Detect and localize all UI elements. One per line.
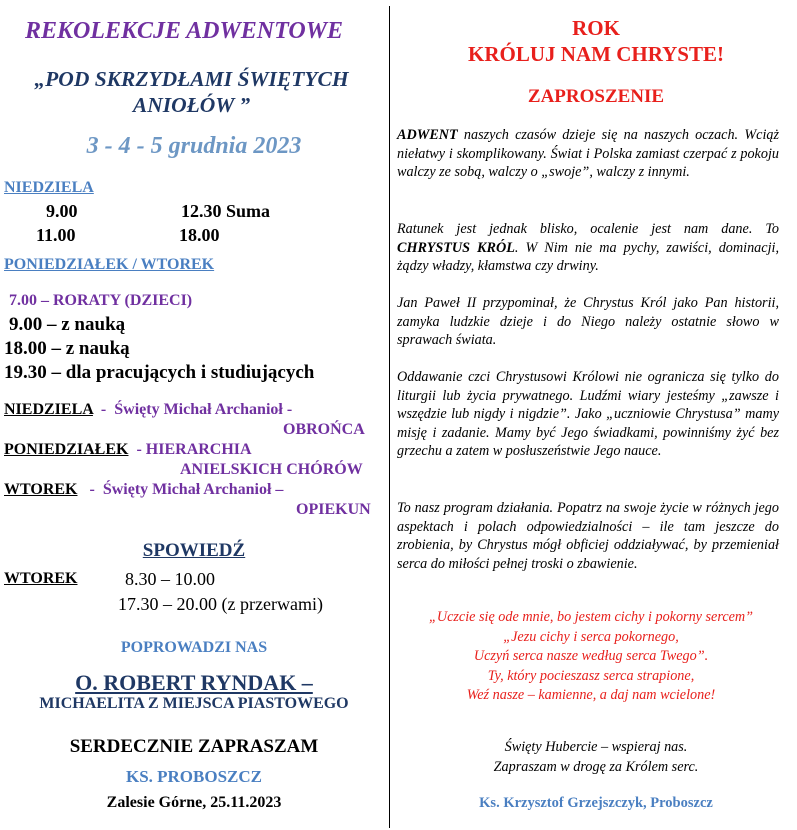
closing-block (396, 737, 796, 777)
closing-line-2: Zapraszam w drogę za Królem serc. (493, 759, 699, 775)
theme-monday-day: PONIEDZIAŁEK (4, 441, 129, 458)
weekday-mass-3: 19.30 – dla pracujących i studiujących (4, 362, 315, 383)
led-by-label: POPROWADZI NAS (120, 639, 268, 656)
subtitle-line-1: „POD SKRZYDŁAMI ŚWIĘTYCH (34, 67, 349, 91)
theme-sunday (4, 401, 292, 419)
theme-sunday-topic: Święty Michał Archanioł - (114, 401, 293, 418)
pastor-label: KS. PROBOSZCZ (125, 767, 263, 786)
rescue-bold: CHRYSTUS KRÓL (397, 239, 515, 256)
prayer-line-5: Weź nasze – kamienne, a daj nam wcielone! (466, 687, 716, 703)
retreat-title: REKOLEKCJE ADWENTOWE (24, 18, 344, 44)
theme-sunday-topic-2: OBROŃCA (283, 421, 365, 438)
paragraph-advent (397, 126, 779, 182)
theme-monday (4, 441, 252, 459)
column-divider (389, 6, 390, 828)
motto-heading: KRÓLUJ NAM CHRYSTE! (468, 42, 724, 66)
theme-sunday-sep: - (92, 401, 115, 418)
confession-heading: SPOWIEDŹ (142, 540, 246, 561)
prayer-line-1: „Uczcie się ode mnie, bo jestem cichy i pokorny sercem” (428, 609, 754, 625)
prayer-line-3: Uczyń serca nasze według serca Twego”. (473, 648, 709, 664)
priest-name: O. ROBERT RYNDAK – (75, 670, 313, 695)
sunday-time-4: 18.00 (179, 225, 220, 245)
prayer-line-2: „Jezu cichy i serca pokornego, (503, 628, 679, 645)
sunday-time-3: 11.00 (36, 225, 76, 245)
paragraph-worship: Oddawanie czci Chrystusowi Królowi nie ogranicza się tylko do liturgii lub życia prywatnego. Ludźmi wiary jesteśmy „zawsze i wszędzie lub nigdy i nigdzie”. Jako „uczniowie Chrystusa” mamy misję i zadanie. Mamy być Jego świadkami, powinniśmy żyć bez grzechu a zatem w posłuszeństwie Jego nauce. (397, 369, 779, 459)
subtitle-line-2: ANIOŁÓW ” (132, 93, 251, 117)
theme-monday-topic: HIERARCHIA (145, 441, 252, 458)
theme-sunday-day: NIEDZIELA (4, 401, 93, 418)
place-date: Zalesie Górne, 25.11.2023 (106, 794, 282, 811)
theme-tuesday-topic: Święty Michał Archanioł – (102, 481, 284, 498)
weekday-heading: PONIEDZIAŁEK / WTOREK (4, 256, 215, 273)
sunday-heading: NIEDZIELA (4, 179, 94, 196)
roraty-line: 7.00 – RORATY (DZIECI) (9, 292, 193, 309)
confession-time-1: 8.30 – 10.00 (125, 569, 215, 589)
theme-monday-topic-2: ANIELSKICH CHÓRÓW (180, 461, 363, 478)
closing-line-1: Święty Hubercie – wspieraj nas. (504, 739, 688, 755)
paragraph-program: To nasz program działania. Popatrz na swoje życie w różnych jego aspektach i polach odpowiedzialności – ile tam jeszcze do zrobienia, by Chrystus mógł obficiej oddziaływać, by przemieniał serca do miłości pełnej troski o zbawienie. (397, 500, 779, 572)
sunday-time-1: 9.00 (46, 201, 78, 221)
rescue-text-b: . W Nim nie ma pychy, zawiści, dominacji, żądzy władzy, kłamstwa czy drwiny. (397, 239, 779, 274)
signature: Ks. Krzysztof Grzejszczyk, Proboszcz (479, 795, 713, 811)
retreat-dates: 3 - 4 - 5 grudnia 2023 (86, 133, 302, 159)
theme-tuesday-day: WTOREK (4, 481, 78, 498)
priest-order: MICHAELITA Z MIEJSCA PIASTOWEGO (39, 695, 349, 712)
paragraph-rescue (397, 220, 779, 276)
theme-tuesday-topic-2: OPIEKUN (296, 501, 371, 518)
confession-time-2: 17.30 – 20.00 (z przerwami) (118, 594, 323, 614)
year-heading: ROK (572, 16, 620, 40)
invite-text: SERDECZNIE ZAPRASZAM (69, 736, 319, 757)
rescue-text-a: Ratunek jest jednak blisko, ocalenie jest nam dane. To (397, 221, 779, 237)
advent-bold: ADWENT (397, 127, 458, 143)
invitation-heading: ZAPROSZENIE (527, 86, 665, 107)
paragraph-jp2: Jan Paweł II przypominał, że Chrystus Król jako Pan historii, zamyka ludzkie dzieje i do Niego należy ostatnie słowo w sprawach świata. (397, 295, 779, 348)
theme-tuesday-sep: - (77, 481, 103, 498)
advent-text: naszych czasów dzieje się na naszych oczach. Wciąż niełatwy i skomplikowany. Świat i Polska zamiast czerpać z pokoju walczy ze sobą, walczy o „swoje”, walczy z innymi. (397, 127, 779, 180)
retreat-subtitle (4, 66, 379, 118)
theme-tuesday (4, 481, 283, 499)
weekday-mass-1: 9.00 – z nauką (9, 314, 126, 335)
weekday-mass-2: 18.00 – z nauką (4, 338, 130, 359)
theme-monday-sep: - (128, 441, 146, 458)
prayer-block (396, 608, 786, 706)
sunday-time-2: 12.30 Suma (181, 201, 271, 221)
prayer-line-4: Ty, który pocieszasz serca strapione, (487, 667, 695, 684)
confession-day: WTOREK (4, 570, 78, 587)
